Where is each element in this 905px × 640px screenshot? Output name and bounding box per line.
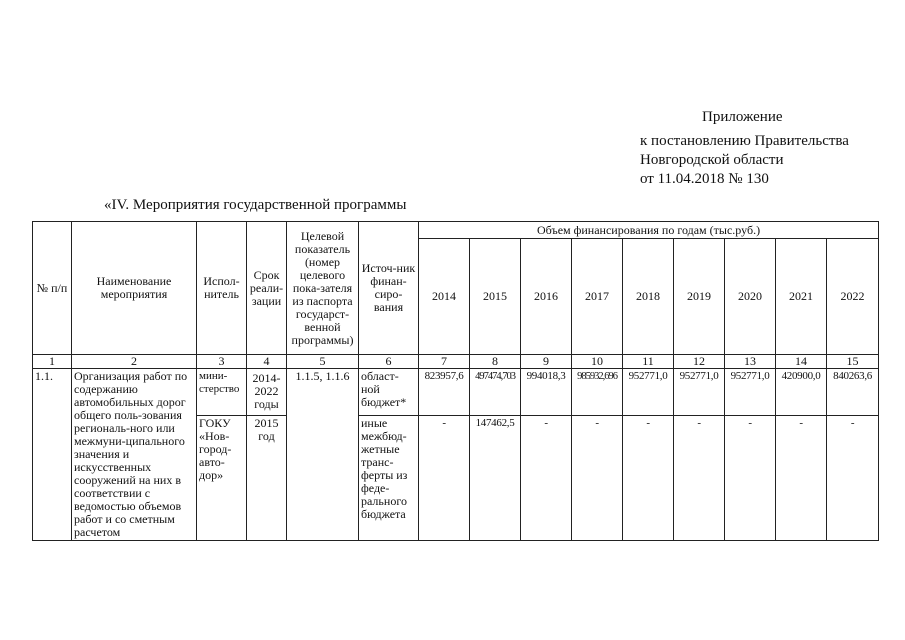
row-value: - (725, 415, 776, 540)
row-term: 2015 год (247, 415, 287, 540)
row-value: - (827, 415, 879, 540)
row-name: Организация работ по содержанию автомобильных дорог общего поль-зования региональ-ного или межмуни-ципального значения и искусственных сооружений на них в соответствии с ведомостью объемов работ и со сметным расчетом (72, 369, 197, 541)
col-number: 11 (623, 355, 674, 369)
col-number: 2 (72, 355, 197, 369)
header-term: Срок реали-зации (247, 222, 287, 355)
appendix-line-1: к постановлению Правительства (640, 133, 849, 149)
col-number: 8 (470, 355, 521, 369)
header-year: 2018 (623, 239, 674, 355)
row-value: 497474,703 (470, 369, 521, 416)
row-executor: ГОКУ «Нов-город-авто-дор» (197, 415, 247, 540)
col-number: 10 (572, 355, 623, 369)
section-heading: «IV. Мероприятия государственной программы (104, 197, 407, 213)
row-value: 420900,0 (776, 369, 827, 416)
header-year: 2022 (827, 239, 879, 355)
program-measures-table (32, 221, 879, 541)
row-value: - (674, 415, 725, 540)
col-number: 5 (287, 355, 359, 369)
column-number-row (33, 355, 879, 369)
col-number: 12 (674, 355, 725, 369)
col-number: 3 (197, 355, 247, 369)
row-value: 147462,5 (470, 415, 521, 540)
appendix-line-3: от 11.04.2018 № 130 (640, 171, 769, 187)
row-value: 952771,0 (674, 369, 725, 416)
header-year: 2020 (725, 239, 776, 355)
header-source: Источ-ник финан-сиро-вания (359, 222, 419, 355)
col-number: 14 (776, 355, 827, 369)
col-number: 6 (359, 355, 419, 369)
row-source: област-ной бюджет* (359, 369, 419, 416)
row-value: 952771,0 (623, 369, 674, 416)
header-num: № п/п (33, 222, 72, 355)
table-row (33, 369, 879, 416)
col-number: 15 (827, 355, 879, 369)
row-value: 840263,6 (827, 369, 879, 416)
row-value: - (776, 415, 827, 540)
row-value: 952771,0 (725, 369, 776, 416)
row-executor: мини-стерство (197, 369, 247, 416)
header-year: 2015 (470, 239, 521, 355)
row-source: иные межбюд-жетные транс-ферты из феде-рального бюджета (359, 415, 419, 540)
col-number: 4 (247, 355, 287, 369)
header-year: 2017 (572, 239, 623, 355)
col-number: 9 (521, 355, 572, 369)
row-value: 994018,3 (521, 369, 572, 416)
col-number: 7 (419, 355, 470, 369)
row-num: 1.1. (33, 369, 72, 541)
header-funding: Объем финансирования по годам (тыс.руб.) (419, 222, 879, 239)
appendix-block (640, 108, 849, 189)
header-year: 2016 (521, 239, 572, 355)
row-value: - (521, 415, 572, 540)
header-name: Наименование мероприятия (72, 222, 197, 355)
row-value: - (623, 415, 674, 540)
row-value: - (419, 415, 470, 540)
header-year: 2021 (776, 239, 827, 355)
header-year: 2019 (674, 239, 725, 355)
row-value: 823957,6 (419, 369, 470, 416)
row-value: - (572, 415, 623, 540)
row-target: 1.1.5, 1.1.6 (287, 369, 359, 541)
header-target: Целевой показатель (номер целевого пока-зателя из паспорта государст-венной программы) (287, 222, 359, 355)
header-year: 2014 (419, 239, 470, 355)
row-value: 985932,696 (572, 369, 623, 416)
appendix-title: Приложение (702, 109, 783, 125)
header-executor: Испол-нитель (197, 222, 247, 355)
col-number: 13 (725, 355, 776, 369)
appendix-line-2: Новгородской области (640, 152, 784, 168)
row-term: 2014-2022 годы (247, 369, 287, 416)
col-number: 1 (33, 355, 72, 369)
